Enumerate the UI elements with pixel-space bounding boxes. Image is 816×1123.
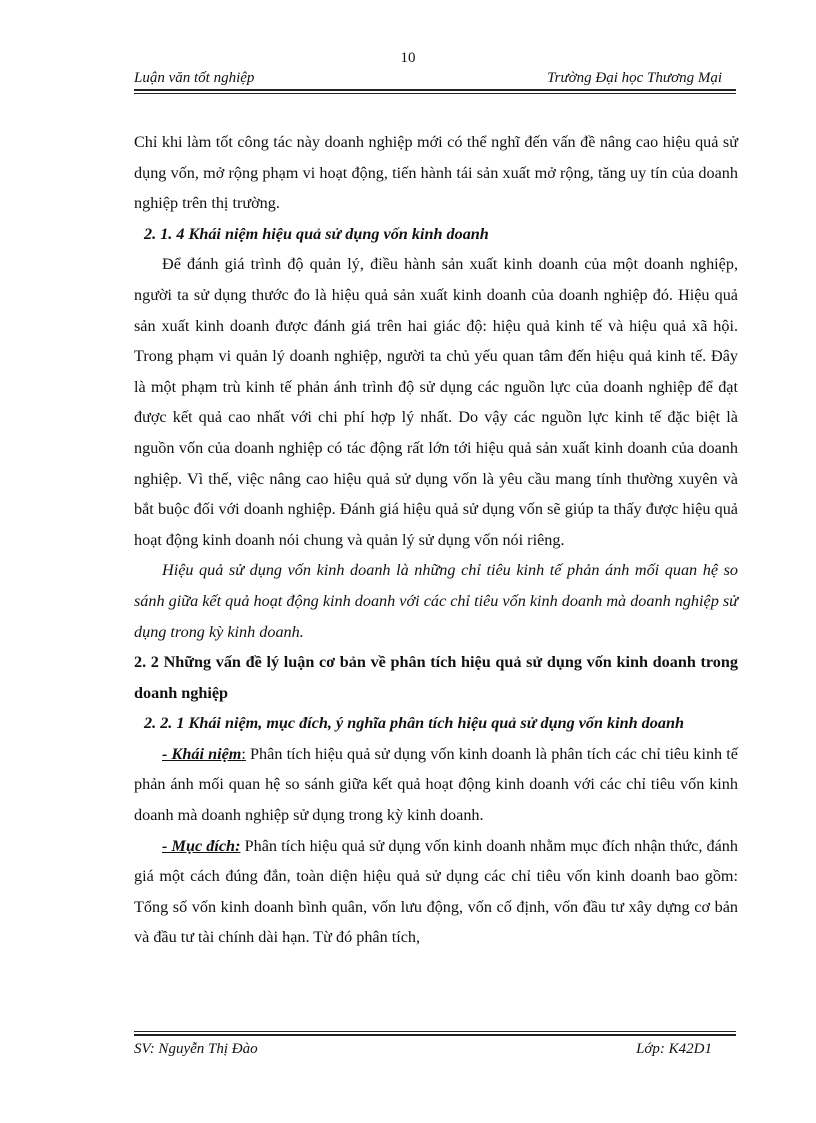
header-rule-thin xyxy=(134,93,736,94)
header-thesis-label: Luận văn tốt nghiệp xyxy=(134,70,255,86)
paragraph-concept xyxy=(134,739,738,831)
paragraph-efficiency: Để đánh giá trình độ quản lý, điều hành sản xuất kinh doanh của một doanh nghiệp, người ta sử dụng thước đo là hiệu quả sản xuất kinh doanh của doanh nghiệp đó. Hiệu quả sản xuất kinh doanh được đánh giá trên hai giác độ: hiệu quả kinh tế và hiệu quả xã hội. Trong phạm vi quản lý doanh nghiệp, người ta chủ yếu quan tâm đến hiệu quả kinh tế. Đây là một phạm trù kinh tế phản ánh trình độ sử dụng các nguồn lực của doanh nghiệp để đạt được kết quả cao nhất với chi phí hợp lý nhất. Do vậy các nguồn lực kinh tế đặc biệt là nguồn vốn của doanh nghiệp có tác động rất lớn tới hiệu quả sản xuất kinh doanh của doanh nghiệp. Vì thế, việc nâng cao hiệu quả sử dụng vốn là yêu cầu mang tính thường xuyên và bắt buộc đối với doanh nghiệp. Đánh giá hiệu quả sử dụng vốn sẽ giúp ta thấy được hiệu quả hoạt động kinh doanh nói chung và quản lý sử dụng vốn nói riêng. xyxy=(134,255,738,549)
heading-2-2-1: 2. 2. 1 Khái niệm, mục đích, ý nghĩa phân tích hiệu quả sử dụng vốn kinh doanh xyxy=(144,714,684,733)
paragraph-purpose xyxy=(134,831,738,953)
heading-2-1-4: 2. 1. 4 Khái niệm hiệu quả sử dụng vốn kinh doanh xyxy=(144,224,489,243)
paragraph-definition: Hiệu quả sử dụng vốn kinh doanh là những chỉ tiêu kinh tế phản ánh mối quan hệ so sánh giữa kết quả hoạt động kinh doanh với các chỉ tiêu vốn kinh doanh mà doanh nghiệp sử dụng trong kỳ kinh doanh. xyxy=(134,561,738,641)
footer-rule-thin xyxy=(134,1031,736,1032)
footer-class-code: Lớp: K42D1 xyxy=(636,1041,712,1057)
heading-2-2: 2. 2 Những vấn đề lý luận cơ bản về phân tích hiệu quả sử dụng vốn kinh doanh trong doanh nghiệp xyxy=(134,653,738,702)
page-number: 10 xyxy=(400,50,416,66)
concept-text: Phân tích hiệu quả sử dụng vốn kinh doanh là phân tích các chỉ tiêu kinh tế phản ánh mối quan hệ so sánh giữa kết quả hoạt động kinh doanh với các chỉ tiêu vốn kinh doanh mà doanh nghiệp sử dụng trong kỳ kinh doanh. xyxy=(134,744,738,825)
header-university-label: Trường Đại học Thương Mại xyxy=(547,70,722,86)
purpose-label: - Mục đích: xyxy=(162,836,241,855)
concept-label: - Khái niệm xyxy=(162,744,242,763)
footer-rule-thick xyxy=(134,1034,736,1036)
concept-colon: : xyxy=(241,744,246,763)
header-rule-thick xyxy=(134,89,736,91)
paragraph-intro: Chỉ khi làm tốt công tác này doanh nghiệp mới có thể nghĩ đến vấn đề nâng cao hiệu quả sử dụng vốn, mở rộng phạm vi hoạt động, tiến hành tái sản xuất mở rộng, tăng uy tín của doanh nghiệp trên thị trường. xyxy=(134,133,738,213)
document-body xyxy=(134,127,738,953)
footer-student-name: SV: Nguyễn Thị Đào xyxy=(134,1041,258,1057)
purpose-text: Phân tích hiệu quả sử dụng vốn kinh doanh nhằm mục đích nhận thức, đánh giá một cách đúng đắn, toàn diện hiệu quả sử dụng các chỉ tiêu vốn kinh doanh bao gồm: Tổng số vốn kinh doanh bình quân, vốn lưu động, vốn cố định, vốn đầu tư xây dựng cơ bản và đầu tư tài chính dài hạn. Từ đó phân tích, xyxy=(134,836,738,947)
